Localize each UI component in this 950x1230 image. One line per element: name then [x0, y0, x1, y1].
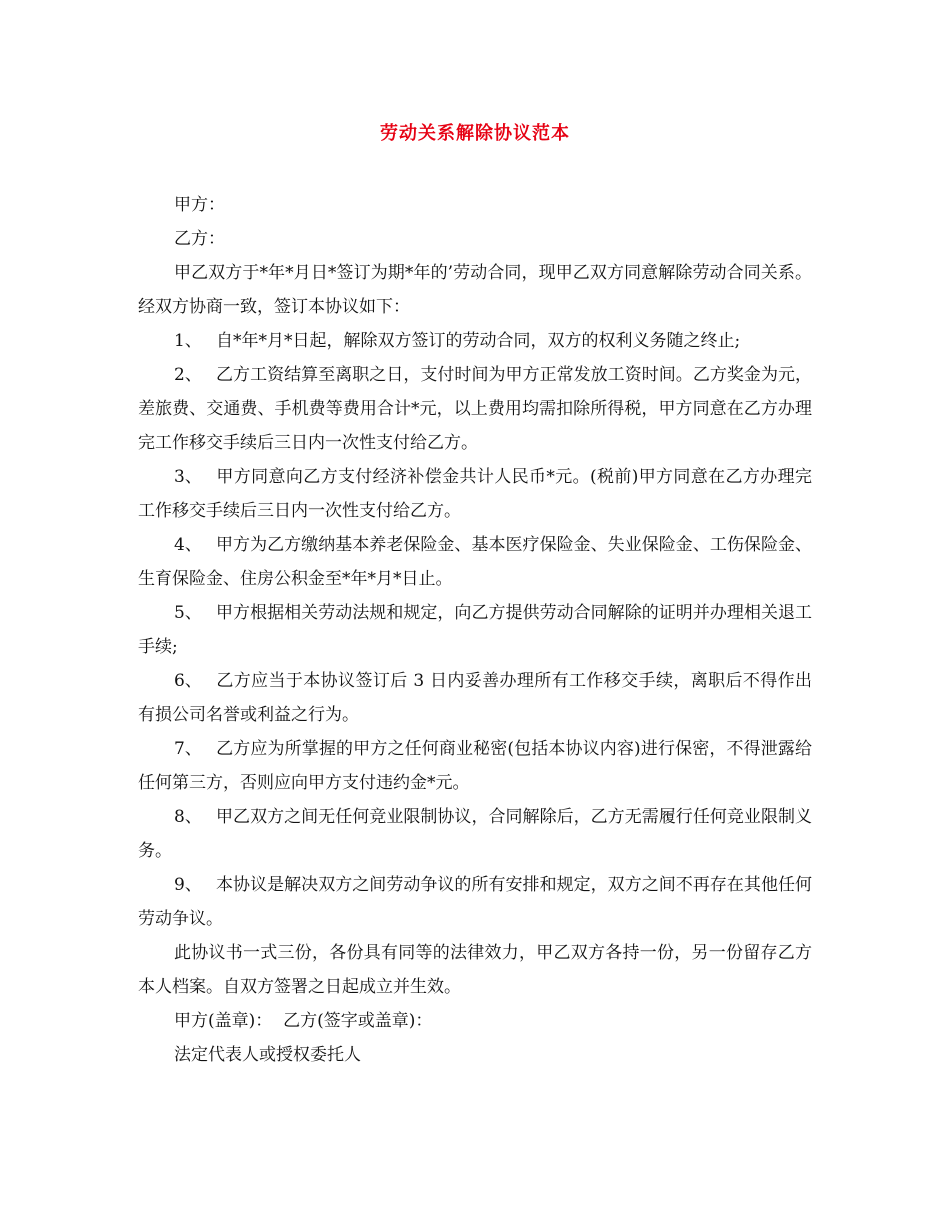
signature-line: 甲方(盖章)： 乙方(签字或盖章)：	[174, 1011, 433, 1031]
clause-number: 6、	[174, 671, 202, 691]
clause-number: 4、	[174, 535, 202, 555]
clause-number: 8、	[174, 807, 202, 827]
clause-number: 9、	[174, 875, 202, 895]
party-b-label: 乙方：	[174, 229, 225, 249]
intro-paragraph: 甲乙双方于*年*月日*签订为期*年的’劳动合同，现甲乙双方同意解除劳动合同关系。经双方协商一致，签订本协议如下：	[138, 263, 812, 317]
clause-number: 3、	[174, 467, 202, 487]
document-title: 劳动关系解除协议范本	[380, 123, 570, 144]
clause-text: 乙方应当于本协议签订后 3 日内妥善办理所有工作移交手续，离职后不得作出有损公司名誉或利益之行为。	[138, 671, 812, 725]
closing-paragraph: 此协议书一式三份，各份具有同等的法律效力，甲乙双方各持一份，另一份留存乙方本人档案。自双方签署之日起成立并生效。	[138, 943, 812, 997]
clause-text: 自*年*月*日起，解除双方签订的劳动合同，双方的权利义务随之终止;	[216, 331, 741, 351]
clause-text: 甲乙双方之间无任何竞业限制协议，合同解除后，乙方无需履行任何竞业限制义务。	[138, 807, 812, 861]
clause-text: 甲方同意向乙方支付经济补偿金共计人民币*元。(税前)甲方同意在乙方办理完工作移交手续后三日内一次性支付给乙方。	[138, 467, 812, 521]
clause-number: 2、	[174, 365, 202, 385]
clause-9	[138, 868, 812, 936]
clause-8	[138, 800, 812, 868]
representative-line: 法定代表人或授权委托人	[174, 1045, 361, 1065]
clause-6	[138, 664, 812, 732]
clause-3	[138, 460, 812, 528]
clause-text: 乙方工资结算至离职之日，支付时间为甲方正常发放工资时间。乙方奖金为元，差旅费、交通费、手机费等费用合计*元，以上费用均需扣除所得税，甲方同意在乙方办理完工作移交手续后三日内一次性支付给乙方。	[138, 365, 812, 453]
clause-text: 甲方为乙方缴纳基本养老保险金、基本医疗保险金、失业保险金、工伤保险金、生育保险金、住房公积金至*年*月*日止。	[138, 535, 812, 589]
clause-4	[138, 528, 812, 596]
clause-2	[138, 358, 812, 460]
clause-text: 甲方根据相关劳动法规和规定，向乙方提供劳动合同解除的证明并办理相关退工手续;	[138, 603, 812, 657]
clause-7	[138, 732, 812, 800]
clause-number: 7、	[174, 739, 202, 759]
clause-text: 本协议是解决双方之间劳动争议的所有安排和规定，双方之间不再存在其他任何劳动争议。	[138, 875, 812, 929]
clause-5	[138, 596, 812, 664]
clause-1	[138, 324, 812, 358]
clause-number: 1、	[174, 331, 202, 351]
clause-text: 乙方应为所掌握的甲方之任何商业秘密(包括本协议内容)进行保密，不得泄露给任何第三方，否则应向甲方支付违约金*元。	[138, 739, 812, 793]
clause-number: 5、	[174, 603, 202, 623]
party-a-label: 甲方：	[174, 195, 225, 215]
